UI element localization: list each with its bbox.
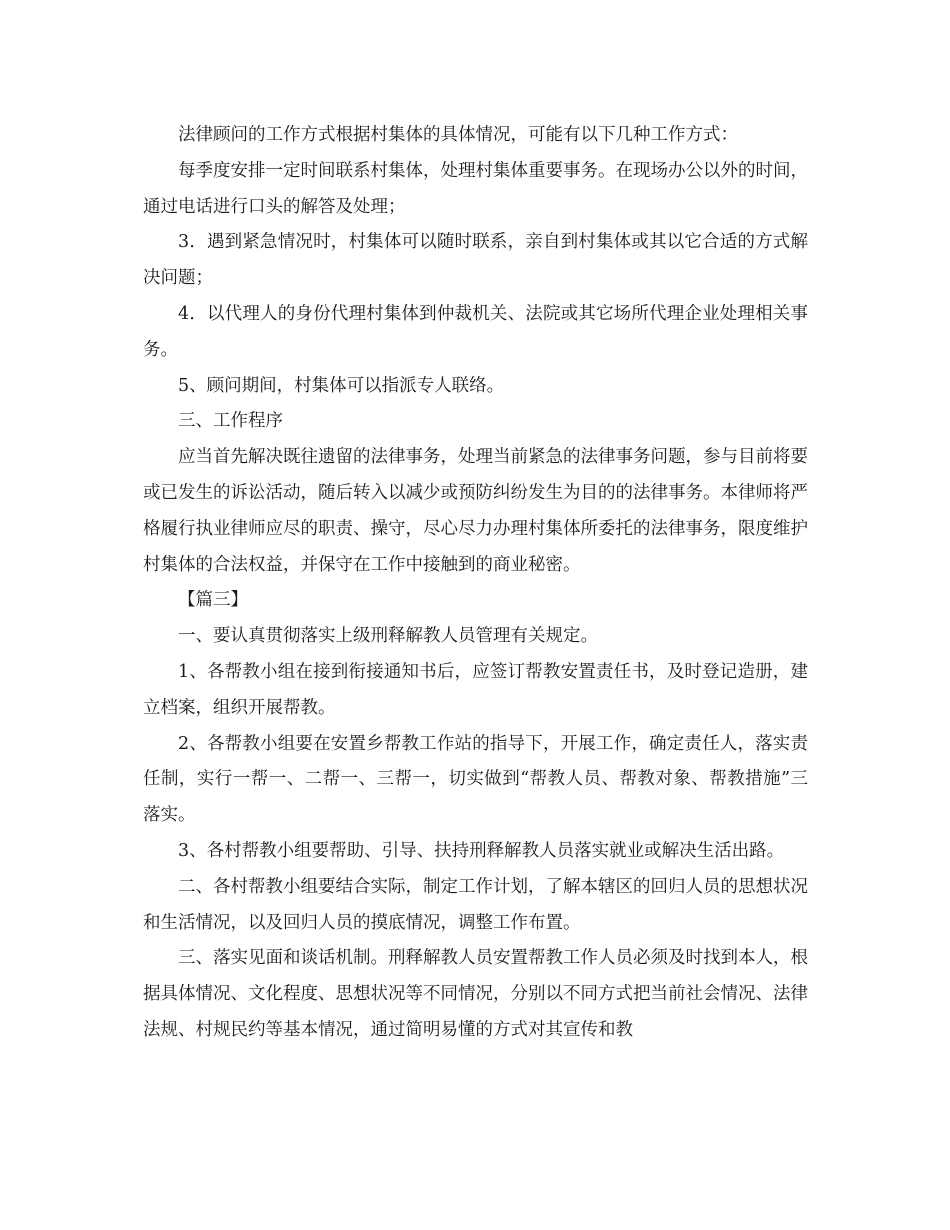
paragraph-employment: 3、各村帮教小组要帮助、引导、扶持刑释解教人员落实就业或解决生活出路。 bbox=[178, 840, 785, 861]
section-heading-part-three: 【篇三】 bbox=[178, 590, 248, 611]
paragraph-work-plan: 二、各村帮教小组要结合实际，制定工作计划，了解本辖区的回归人员的思想状况和生活情况，以及回归人员的摸底情况，调整工作布置。 bbox=[143, 876, 808, 933]
paragraph-responsibility: 2、各帮教小组要在安置乡帮教工作站的指导下，开展工作，确定责任人，落实责任制，实行一帮一、二帮一、三帮一，切实做到“帮教人员、帮教对象、帮教措施”三落实。 bbox=[143, 733, 808, 826]
paragraph-emergency: 3．遇到紧急情况时，村集体可以随时联系，亲自到村集体或其以它合适的方式解决问题； bbox=[143, 232, 808, 289]
paragraph-register-files: 1、各帮教小组在接到衔接通知书后，应签订帮教安置责任书，及时登记造册，建立档案，组织开展帮教。 bbox=[143, 661, 808, 718]
paragraph-work-methods-intro: 法律顾问的工作方式根据村集体的具体情况，可能有以下几种工作方式： bbox=[178, 125, 738, 145]
paragraph-interview-mechanism: 三、落实见面和谈话机制。刑释解教人员安置帮教工作人员必须及时找到本人，根据具体情况、文化程度、思想状况等不同情况，分别以不同方式把当前社会情况、法律法规、村规民约等基本情况，通过简明易懂的方式对其宣传和教 bbox=[143, 948, 808, 1040]
paragraph-agent: 4．以代理人的身份代理村集体到仲裁机关、法院或其它场所代理企业处理相关事务。 bbox=[143, 303, 808, 360]
paragraph-procedure-detail: 应当首先解决既往遗留的法律事务，处理当前紧急的法律事务问题，参与目前将要或已发生的诉讼活动，随后转入以减少或预防纠纷发生为目的的法律事务。本律师将严格履行执业律师应尽的职责、操守，尽心尽力办理村集体所委托的法律事务，限度维护村集体的合法权益，并保守在工作中接触到的商业秘密。 bbox=[143, 447, 808, 575]
document-body bbox=[143, 118, 808, 1049]
paragraph-liaison: 5、顾问期间，村集体可以指派专人联络。 bbox=[178, 375, 505, 396]
paragraph-quarterly-contact: 每季度安排一定时间联系村集体，处理村集体重要事务。在现场办公以外的时间，通过电话进行口头的解答及处理； bbox=[143, 160, 808, 217]
section-heading-work-procedure: 三、工作程序 bbox=[178, 411, 283, 432]
paragraph-implement-regulations: 一、要认真贯彻落实上级刑释解教人员管理有关规定。 bbox=[178, 626, 598, 647]
